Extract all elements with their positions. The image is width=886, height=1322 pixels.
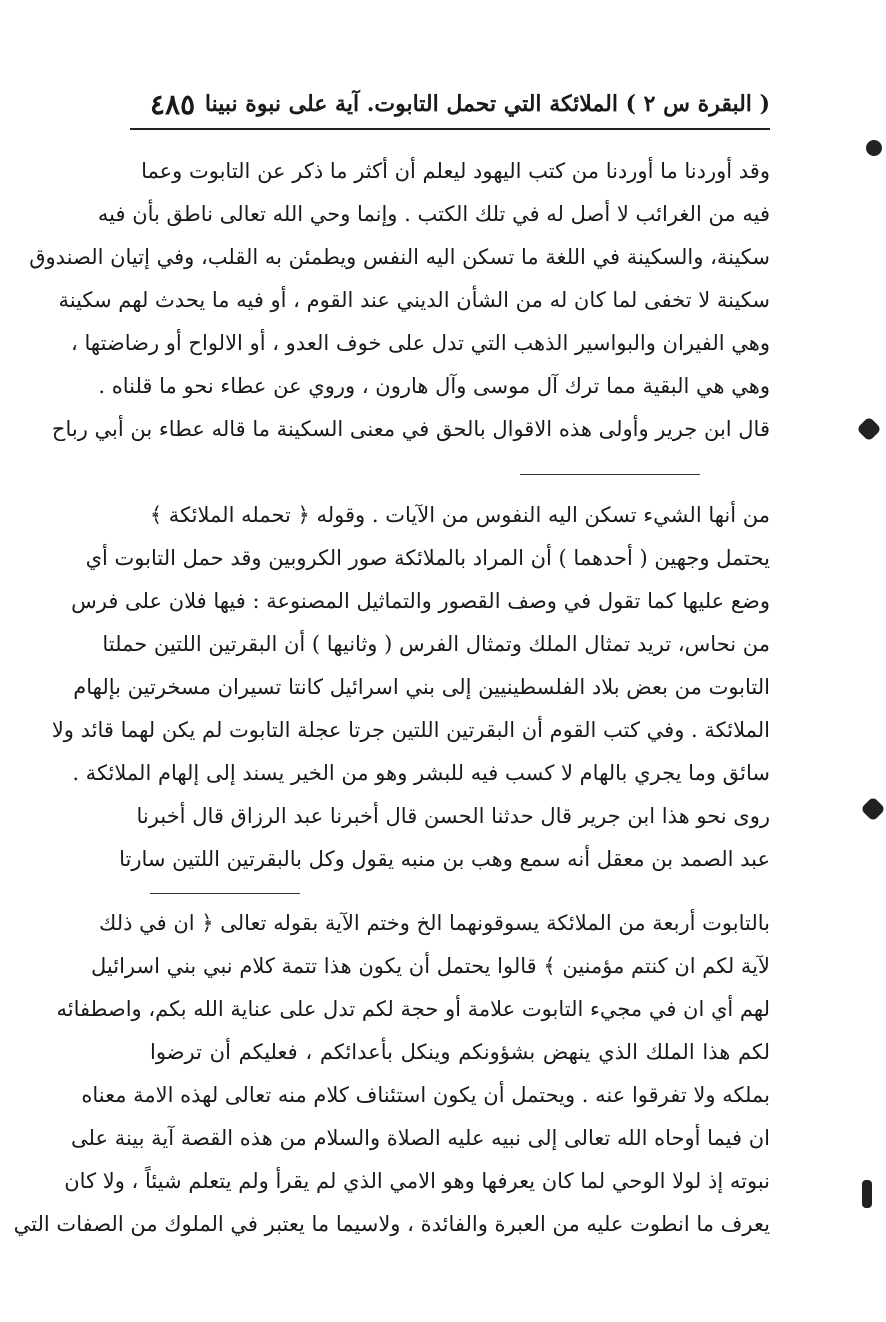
- text-line: وقد أوردنا ما أوردنا من كتب اليهود ليعلم أن أكثر ما ذكر عن التابوت وعما: [141, 159, 770, 183]
- margin-ink-mark: [862, 1180, 872, 1208]
- running-header: [150, 84, 770, 124]
- text-line: سكينة، والسكينة في اللغة ما تسكن اليه النفس ويطمئن به القلب، وفي إتيان الصندوق: [29, 245, 770, 269]
- margin-ink-mark: [866, 140, 882, 156]
- text-line: قال ابن جرير وأولى هذه الاقوال بالحق في معنى السكينة ما قاله عطاء بن أبي رباح: [51, 417, 770, 441]
- text-line: الملائكة . وفي كتب القوم أن البقرتين اللتين جرتا عجلة التابوت لم يكن لهما قائد ولا: [51, 718, 770, 742]
- text-line: التابوت من بعض بلاد الفلسطينيين إلى بني اسرائيل كانتا تسيران مسخرتين بإلهام: [73, 675, 770, 699]
- text-line: وضع عليها كما تقول في وصف القصور والتماثيل المصنوعة : فيها فلان على فرس: [71, 589, 770, 613]
- text-line: من أنها الشيء تسكن اليه النفوس من الآيات . وقوله ﴿ تحمله الملائكة ﴾: [149, 503, 770, 527]
- text-line: من نحاس، تريد تمثال الملك وتمثال الفرس ( وثانيها ) أن البقرتين اللتين حملتا: [102, 632, 770, 656]
- text-line: سكينة لا تخفى لما كان له من الشأن الديني عند القوم ، أو فيه ما يحدث لهم سكينة: [58, 288, 770, 312]
- text-line: فيه من الغرائب لا أصل له في تلك الكتب . وإنما وحي الله تعالى ناطق بأن فيه: [97, 202, 770, 226]
- text-line: وهي هي البقية مما ترك آل موسى وآل هارون ، وروي عن عطاء نحو ما قلناه .: [98, 374, 770, 398]
- text-line: لكم هذا الملك الذي ينهض بشؤونكم وينكل بأعدائكم ، فعليكم أن ترضوا: [150, 1040, 770, 1064]
- footnote-block-1: [51, 494, 770, 881]
- margin-ink-mark: [860, 796, 885, 821]
- footnote-separator: [520, 474, 700, 475]
- text-line: سائق وما يجري بالهام لا كسب فيه للبشر وهو من الخير يسند إلى إلهام الملائكة .: [72, 761, 770, 785]
- text-line: ان فيما أوحاه الله تعالى إلى نبيه عليه الصلاة والسلام من هذه القصة آية بينة على: [71, 1126, 770, 1150]
- text-line: نبوته إذ لولا الوحي لما كان يعرفها وهو الامي الذي لم يقرأ ولم يتعلم شيئاً ، ولا كان: [64, 1169, 770, 1193]
- text-line: وهي الفيران والبواسير الذهب التي تدل على خوف العدو ، أو الالواح أو رضاضتها ،: [71, 331, 770, 355]
- text-line: لآية لكم ان كنتم مؤمنين ﴾ قالوا يحتمل أن يكون هذا تتمة كلام نبي بني اسرائيل: [90, 954, 770, 978]
- text-line: بملكه ولا تفرقوا عنه . ويحتمل أن يكون استئناف كلام منه تعالى لهذه الامة معناه: [81, 1083, 770, 1107]
- text-line: عبد الصمد بن معقل أنه سمع وهب بن منبه يقول وكل بالبقرتين اللتين سارتا: [119, 847, 770, 871]
- margin-ink-mark: [856, 416, 881, 441]
- text-line: يعرف ما انطوت عليه من العبرة والفائدة ، ولاسيما ما يعتبر في الملوك من الصفات التي: [13, 1212, 770, 1236]
- commentary-block: [29, 150, 770, 451]
- text-line: يحتمل وجهين ( أحدهما ) أن المراد بالملائكة صور الكروبين وقد حمل التابوت أي: [85, 546, 770, 570]
- header-rule: [130, 128, 770, 130]
- page-number: ٤٨٥: [150, 87, 196, 121]
- footnote-block-2: [13, 902, 770, 1246]
- header-title: ( البقرة س ٢ ) الملائكة التي تحمل التابوت. آية على نبوة نبينا: [204, 91, 770, 117]
- text-line: روى نحو هذا ابن جرير قال حدثنا الحسن قال أخبرنا عبد الرزاق قال أخبرنا: [136, 804, 770, 828]
- text-line: لهم أي ان في مجيء التابوت علامة أو حجة لكم تدل على عناية الله بكم، واصطفائه: [56, 997, 770, 1021]
- footnote-separator: [150, 893, 300, 894]
- text-line: بالتابوت أربعة من الملائكة يسوقونهما الخ وختم الآية بقوله تعالى ﴿ ان في ذلك: [99, 911, 770, 935]
